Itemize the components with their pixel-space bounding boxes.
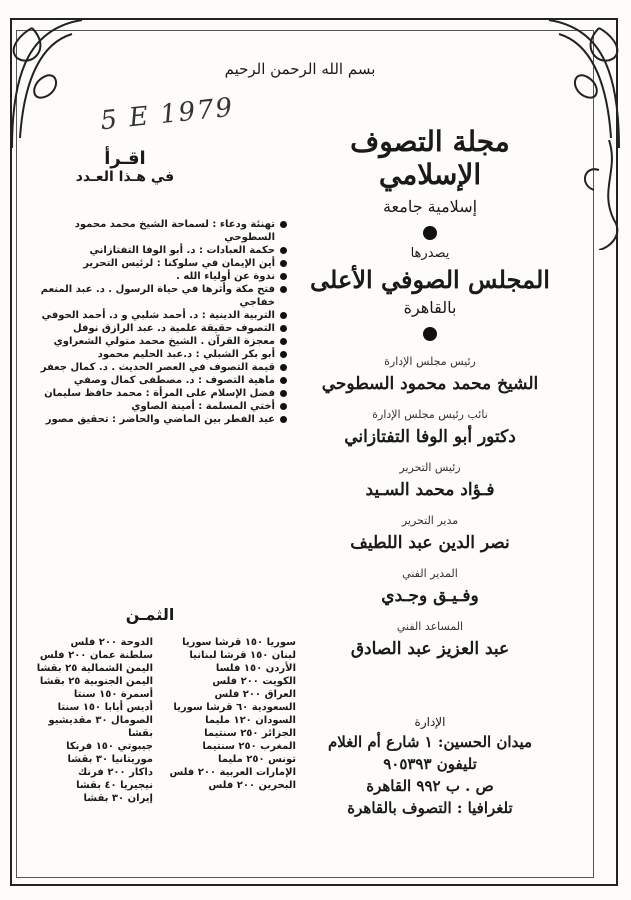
price-row: الإمارات العربية ٢٠٠ فلس	[169, 767, 296, 778]
price-row: الجزائر ٢٥٠ سنتيما	[204, 728, 296, 739]
list-item: تهنئة ودعاء : لسماحة الشيخ محمد محمود السطوحي	[25, 218, 287, 244]
list-item: التصوف حقيقة علمية د. عبد الرازق نوفل	[25, 322, 287, 335]
list-item: أختي المسلمة : أمينة الصاوي	[25, 400, 287, 413]
basmala: بسم الله الرحمن الرحيم	[224, 60, 376, 78]
prices-column-right	[158, 636, 296, 792]
contents-heading-block	[40, 148, 210, 185]
city-name: بالقاهرة	[403, 298, 457, 317]
price-row: العراق ٢٠٠ فلس	[214, 689, 296, 700]
list-item: حكمة العبادات : د. أبو الوفا التفتازاني	[25, 244, 287, 257]
contents-heading: اقـرأ	[104, 148, 146, 169]
price-row: سوريا ١٥٠ قرشا سوريا	[182, 637, 296, 648]
price-row: سلطنة عمان ٢٠٠ فلس	[39, 650, 153, 661]
list-item: التربية الدينية : د. أحمد شلبي و د. أحمد الحوفي	[25, 309, 287, 322]
price-row: اليمن الجنوبية ٢٥ بقشا	[39, 676, 153, 687]
price-row: داكار ٢٠٠ فرنك	[77, 767, 153, 778]
list-item: ماهية التصوف : د. مصطفى كمال وصفي	[25, 374, 287, 387]
list-item: ندوة عن أولياء الله .	[25, 270, 287, 283]
council-name: المجلس الصوفي الأعلى	[310, 265, 550, 294]
staff-role: مدير التحرير	[401, 514, 459, 527]
price-row: البحرين ٢٠٠ فلس	[208, 780, 296, 791]
staff-name: عبد العزيز عبد الصادق	[350, 639, 510, 659]
administration-po-box: ص . ب ٩٩٢ القاهرة	[366, 777, 494, 795]
administration-title: الإدارة	[414, 715, 446, 729]
staff-role: نائب رئيس مجلس الإدارة	[372, 408, 488, 421]
price-row: المغرب ٢٥٠ سنتيما	[202, 741, 296, 752]
price-row: السعودية ٦٠ قرشا سوريا	[173, 702, 296, 713]
price-row: لبنان ١٥٠ قرشا لبنانيا	[189, 650, 296, 661]
price-row: الكويت ٢٠٠ فلس	[212, 676, 296, 687]
price-row: موريتانيا ٣٠ بقشا	[67, 754, 153, 765]
magazine-subtitle: إسلامية جامعة	[382, 197, 478, 216]
price-row: نيجيريا ٤٠ بقشا	[76, 780, 153, 791]
masthead	[300, 125, 560, 659]
magazine-title: مجلة التصوف الإسلامي	[350, 125, 510, 191]
table-of-contents	[25, 218, 287, 426]
list-item: أين الإيمان في سلوكنا : لرئيس التحرير	[25, 257, 287, 270]
contents-subheading: في هـذا العـدد	[75, 169, 175, 185]
administration-phone: تليفون ٩٠٥٣٩٣	[383, 755, 477, 773]
bullet-dot-icon	[423, 327, 437, 341]
list-item: فتح مكة وأثرها في حياة الرسول . د. عبد المنعم خفاجي	[25, 283, 287, 309]
administration-block	[300, 715, 560, 817]
price-row: الصومال ٣٠ مقديشيو بقشا	[48, 715, 153, 739]
price-row: الدوحة ٢٠٠ فلس	[70, 637, 153, 648]
price-row: اليمن الشمالية ٢٥ بقشا	[36, 663, 153, 674]
prices-heading: الثمـن	[125, 605, 175, 624]
price-row: السودان ١٢٠ مليما	[205, 715, 296, 726]
price-row: الأردن ١٥٠ فلسا	[215, 663, 296, 674]
bullet-dot-icon	[423, 226, 437, 240]
price-row: جيبوتي ١٥٠ فرنكا	[66, 741, 153, 752]
staff-name: نصر الدين عبد اللطيف	[350, 533, 510, 553]
staff-name: وفـيـق وجـدي	[381, 586, 479, 606]
administration-telegraph: تلغرافيا : التصوف بالقاهرة	[347, 799, 513, 817]
price-row: أسمرة ١٥٠ سنتا	[73, 689, 153, 700]
staff-list	[300, 355, 560, 659]
list-item: قيمة التصوف في العصر الحديث . د. كمال جعفر	[25, 361, 287, 374]
administration-address: ميدان الحسين: ١ شارع أم الغلام	[327, 733, 533, 751]
staff-role: المساعد الفني	[396, 620, 464, 633]
list-item: عيد الفطر بين الماضي والحاضر : تحقيق مصور	[25, 413, 287, 426]
staff-role: رئيس التحرير	[399, 461, 461, 474]
list-item: فضل الإسلام على المرأة : محمد حافظ سليمان	[25, 387, 287, 400]
price-row: إيران ٣٠ بقشا	[83, 793, 153, 804]
list-item: معجزة القرآن . الشيخ محمد متولي الشعراوي	[25, 335, 287, 348]
staff-role: رئيس مجلس الإدارة	[384, 355, 476, 368]
staff-name: دكتور أبو الوفا التفتازاني	[344, 427, 516, 447]
staff-name: فـؤاد محمد السـيد	[365, 480, 495, 500]
list-item: أبو بكر الشبلي : د.عبد الحليم محمود	[25, 348, 287, 361]
price-row: أديس أبابا ١٥٠ سنتا	[57, 702, 153, 713]
ornament-top-left-icon	[2, 8, 92, 158]
price-row: تونس ٢٥٠ مليما	[217, 754, 296, 765]
staff-role: المدير الفني	[402, 567, 458, 580]
handwritten-date: 5 E 1979	[98, 92, 236, 137]
issued-by-label: يصدرها	[410, 246, 450, 261]
prices-column-left	[25, 636, 153, 805]
staff-name: الشيخ محمد محمود السطوحي	[321, 374, 539, 394]
